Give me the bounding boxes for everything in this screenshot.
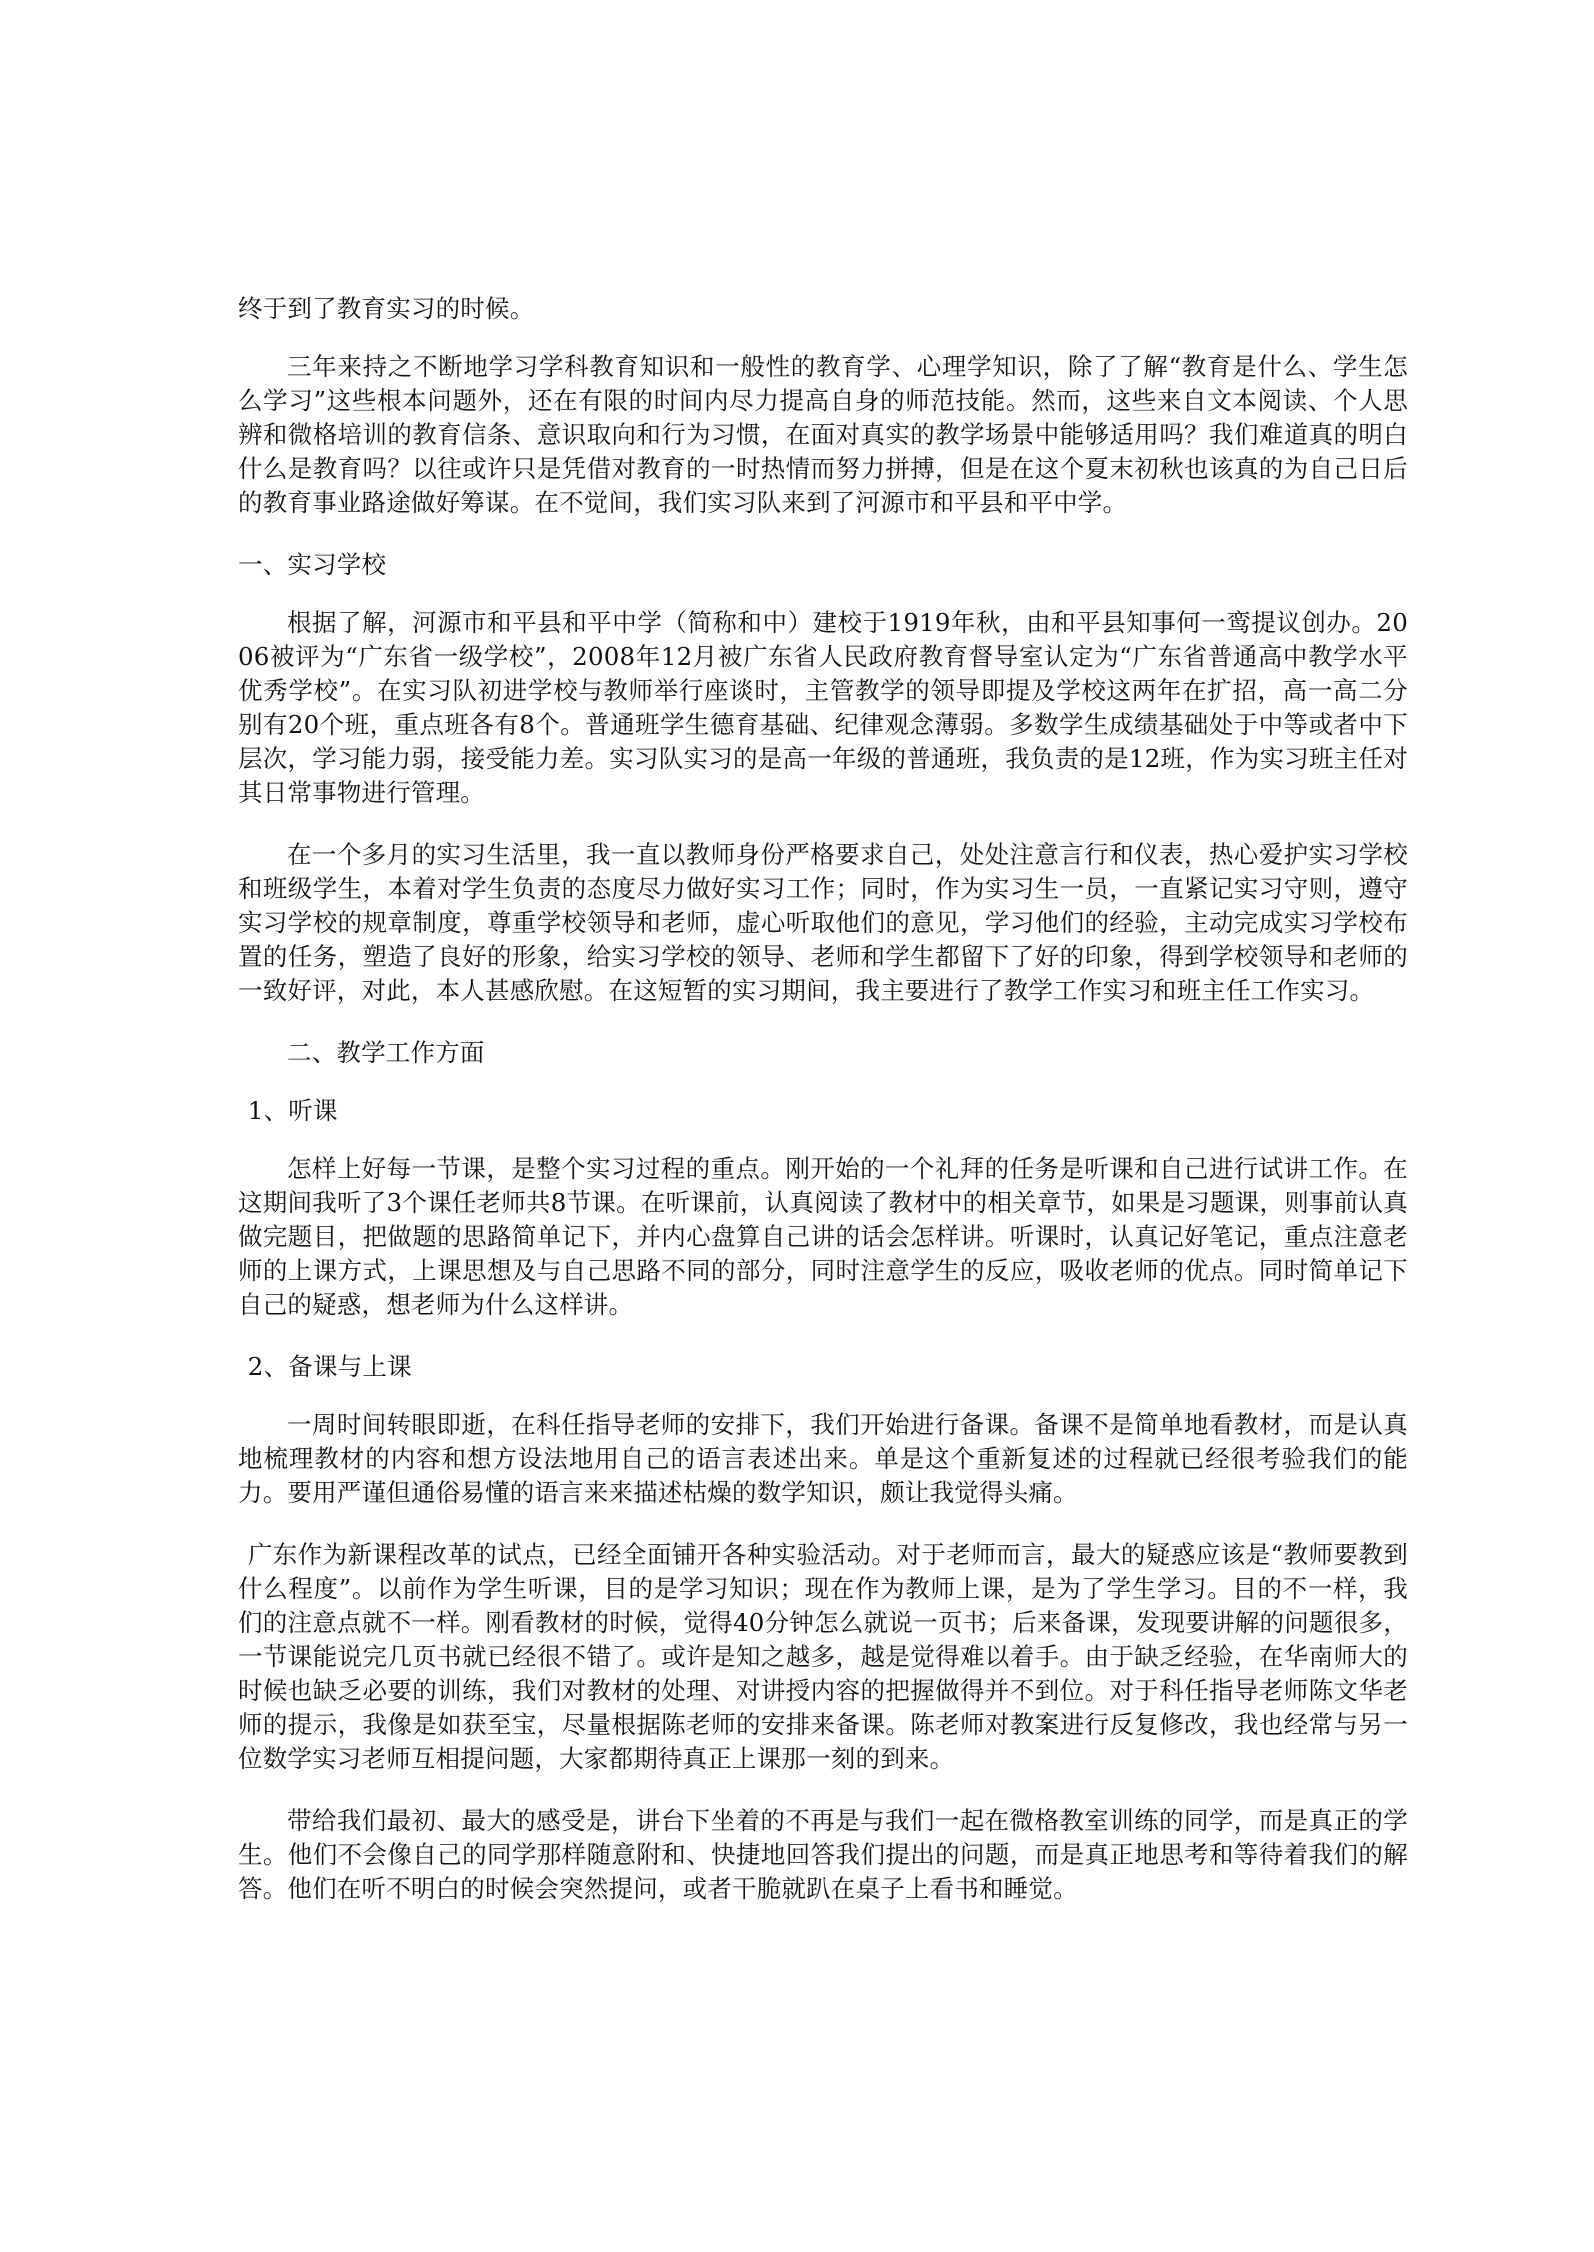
- section-heading-school: 一、实习学校: [238, 550, 387, 579]
- paragraph-7: 带给我们最初、最大的感受是，讲台下坐着的不再是与我们一起在微格教室训练的同学，而是真正的学生。他们不会像自己的同学那样随意附和、快捷地回答我们提出的问题，而是真正地思考和等待着我们的解答。他们在听不明白的时候会突然提问，或者干脆就趴在桌子上看书和睡觉。: [238, 1806, 1408, 1903]
- section-heading-teaching: 二、教学工作方面: [287, 1038, 485, 1067]
- paragraph-1: 三年来持之不断地学习学科教育知识和一般性的教育学、心理学知识，除了了解“教育是什么、学生怎么学习”这些根本问题外，还在有限的时间内尽力提高自身的师范技能。然而，这些来自文本阅读、个人思辨和微格培训的教育信条、意识取向和行为习惯，在面对真实的教学场景中能够适用吗？我们难道真的明白什么是教育吗？以往或许只是凭借对教育的一时热情而努力拼搏，但是在这个夏末初秋也该真的为自己日后的教育事业路途做好筹谋。在不觉间，我们实习队来到了河源市和平县和平中学。: [238, 352, 1408, 517]
- subheading-listening: 1、听课: [247, 1096, 338, 1125]
- paragraph-6: 广东作为新课程改革的试点，已经全面铺开各种实验活动。对于老师而言，最大的疑惑应该是“教师要教到什么程度”。以前作为学生听课，目的是学习知识；现在作为教师上课，是为了学生学习。目的不一样，我们的注意点就不一样。刚看教材的时候，觉得40分钟怎么就说一页书；后来备课，发现要讲解的问题很多，一节课能说完几页书就已经很不错了。或许是知之越多，越是觉得难以着手。由于缺乏经验，在华南师大的时候也缺乏必要的训练，我们对教材的处理、对讲授内容的把握做得并不到位。对于科任指导老师陈文华老师的提示，我像是如获至宝，尽量根据陈老师的安排来备课。陈老师对教案进行反复修改，我也经常与另一位数学实习老师互相提问题，大家都期待真正上课那一刻的到来。: [238, 1540, 1408, 1773]
- paragraph-5: 一周时间转眼即逝，在科任指导老师的安排下，我们开始进行备课。备课不是简单地看教材，而是认真地梳理教材的内容和想方设法地用自己的语言表述出来。单是这个重新复述的过程就已经很考验我们的能力。要用严谨但通俗易懂的语言来来描述枯燥的数学知识，颇让我觉得头痛。: [238, 1410, 1408, 1507]
- document-body: [238, 292, 1408, 1906]
- paragraph-2: 根据了解，河源市和平县和平中学（简称和中）建校于1919年秋，由和平县知事何一鸾提议创办。2006被评为“广东省一级学校”，2008年12月被广东省人民政府教育督导室认定为“广东省普通高中教学水平优秀学校”。在实习队初进学校与教师举行座谈时，主管教学的领导即提及学校这两年在扩招，高一高二分别有20个班，重点班各有8个。普通班学生德育基础、纪律观念薄弱。多数学生成绩基础处于中等或者中下层次，学习能力弱，接受能力差。实习队实习的是高一年级的普通班，我负责的是12班，作为实习班主任对其日常事物进行管理。: [238, 608, 1408, 807]
- subheading-preparation: 2、备课与上课: [247, 1352, 412, 1381]
- paragraph-3: 在一个多月的实习生活里，我一直以教师身份严格要求自己，处处注意言行和仪表，热心爱护实习学校和班级学生，本着对学生负责的态度尽力做好实习工作；同时，作为实习生一员，一直紧记实习守则，遵守实习学校的规章制度，尊重学校领导和老师，虚心听取他们的意见，学习他们的经验，主动完成实习学校布置的任务，塑造了良好的形象，给实习学校的领导、老师和学生都留下了好的印象，得到学校领导和老师的一致好评，对此，本人甚感欣慰。在这短暂的实习期间，我主要进行了教学工作实习和班主任工作实习。: [238, 840, 1408, 1005]
- intro-line: 终于到了教育实习的时候。: [238, 294, 535, 323]
- paragraph-4: 怎样上好每一节课，是整个实习过程的重点。刚开始的一个礼拜的任务是听课和自己进行试讲工作。在这期间我听了3个课任老师共8节课。在听课前，认真阅读了教材中的相关章节，如果是习题课，则事前认真做完题目，把做题的思路简单记下，并内心盘算自己讲的话会怎样讲。听课时，认真记好笔记，重点注意老师的上课方式，上课思想及与自己思路不同的部分，同时注意学生的反应，吸收老师的优点。同时简单记下自己的疑惑，想老师为什么这样讲。: [238, 1154, 1408, 1319]
